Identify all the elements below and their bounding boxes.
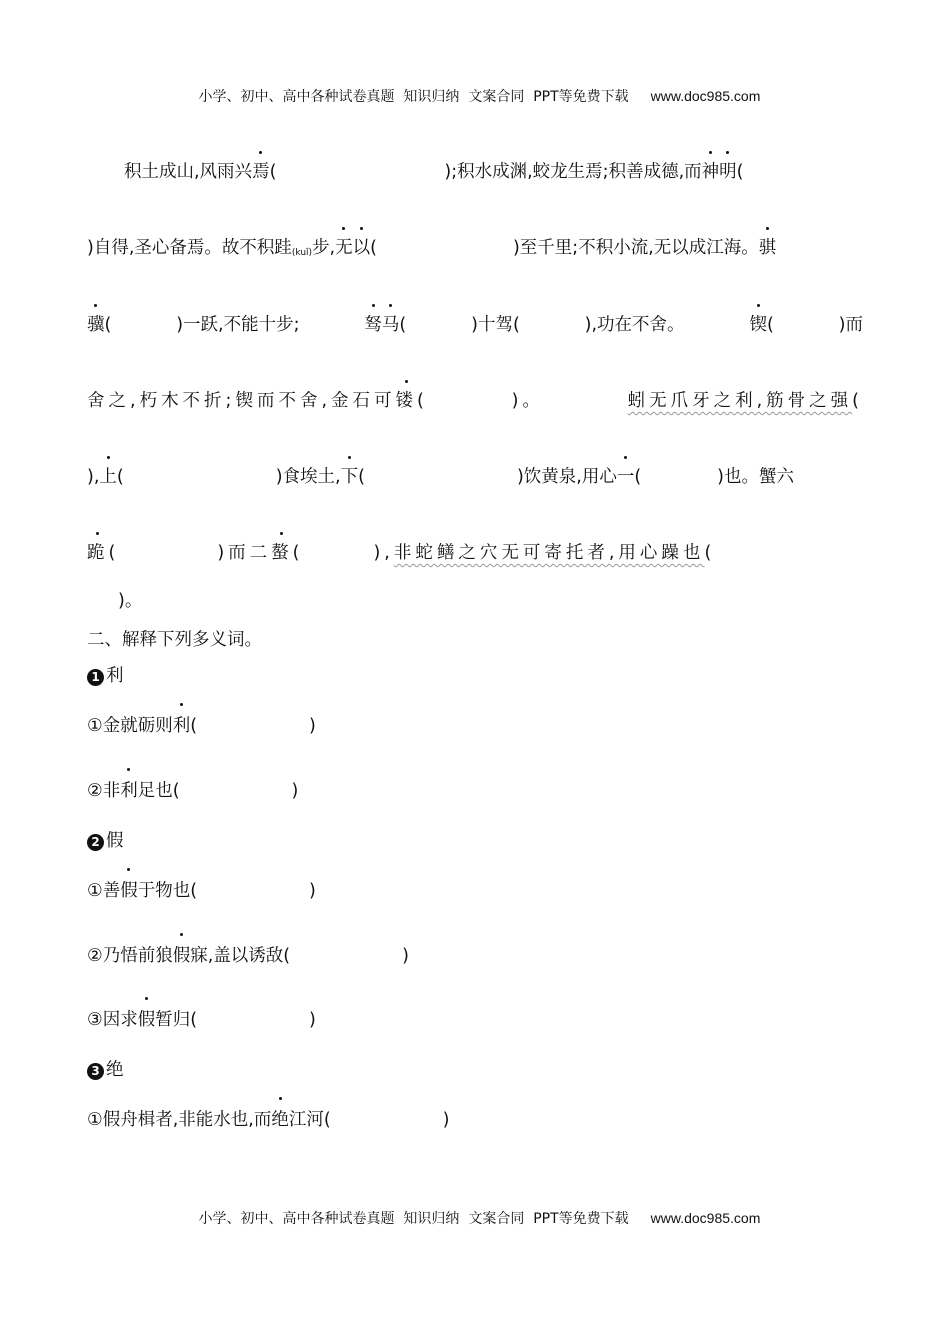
text-run: ( xyxy=(766,315,774,335)
pinyin-note: (kuǐ) xyxy=(291,248,313,258)
dotted-char: 以 xyxy=(352,238,371,258)
question-item xyxy=(87,777,298,802)
dotted-char: 一 xyxy=(616,467,635,487)
number-badge: 3 xyxy=(87,1063,104,1080)
footer-text: 小学、初中、高中各种试卷真题 知识归纳 文案合同 PPT等免费下载 xyxy=(198,1211,629,1227)
passage-line-5 xyxy=(87,465,863,489)
question-item xyxy=(87,942,409,967)
text-run: )而二 xyxy=(217,543,272,563)
text-run: ( xyxy=(634,467,642,487)
header-site: www.doc985.com xyxy=(650,88,761,104)
dotted-char: 骥 xyxy=(87,315,105,335)
text-run: ) xyxy=(309,716,316,736)
dotted-char: 利 xyxy=(120,777,138,802)
passage-line-3 xyxy=(87,313,863,337)
dotted-char: 假 xyxy=(138,1006,156,1031)
text-run: ) xyxy=(402,946,409,966)
text-run: ( xyxy=(108,543,120,563)
text-run: )饮黄泉,用心 xyxy=(516,467,617,487)
text-run: 寐,盖以诱敌( xyxy=(190,946,291,966)
dotted-char: 锲 xyxy=(749,315,767,335)
text-run: 足也( xyxy=(137,781,180,801)
wavy-underlined-text: 蚓无爪牙之利,筋骨之强 xyxy=(627,391,853,411)
text-run: ( xyxy=(292,543,304,563)
text-run: ( xyxy=(370,238,377,258)
dotted-char: 镂 xyxy=(395,391,418,411)
text-run: )至千里;不积小流,无以成江海。 xyxy=(512,238,759,258)
dotted-char: 神 xyxy=(701,162,720,182)
word-label: 假 xyxy=(106,831,124,851)
word-heading xyxy=(87,827,124,852)
question-item xyxy=(87,712,316,737)
text-run: ①金就砺则 xyxy=(87,716,173,736)
text-run: ( xyxy=(116,467,124,487)
text-run: ( xyxy=(358,467,365,487)
number-badge: 1 xyxy=(87,669,104,686)
dotted-char: 绝 xyxy=(271,1106,289,1131)
passage-line-6 xyxy=(87,541,863,565)
text-run: )食埃土, xyxy=(275,467,341,487)
text-run: ①善 xyxy=(87,881,121,901)
dotted-char: 明 xyxy=(719,162,737,182)
dotted-char: 螯 xyxy=(271,543,293,563)
dotted-char: 马 xyxy=(381,315,400,335)
footer-site: www.doc985.com xyxy=(650,1210,761,1226)
question-item xyxy=(87,1106,449,1131)
word-label: 绝 xyxy=(106,1060,124,1080)
word-label: 利 xyxy=(106,666,124,686)
text-run: ), xyxy=(373,543,394,563)
text-run: ( xyxy=(704,543,716,563)
text-run: ) xyxy=(442,1110,450,1130)
text-run: )也。蟹六 xyxy=(717,467,794,487)
word-heading xyxy=(87,662,124,687)
text-run: ②乃悟前狼 xyxy=(87,946,173,966)
text-run: )。 xyxy=(118,591,143,611)
text-run: ) xyxy=(309,881,316,901)
question-item xyxy=(87,877,316,902)
dotted-char: 假 xyxy=(120,877,138,902)
text-run: 步, xyxy=(312,238,336,258)
wavy-underlined-text: 非蛇鳝之穴无可寄托者,用心躁也 xyxy=(393,543,705,563)
dotted-char: 上 xyxy=(99,467,117,487)
text-run: )。 xyxy=(511,391,544,411)
question-item xyxy=(87,1006,316,1031)
dotted-char: 骐 xyxy=(758,238,777,258)
word-heading xyxy=(87,1056,124,1081)
text-run: 于物也( xyxy=(137,881,198,901)
page-footer xyxy=(0,1192,950,1228)
text-run: ) xyxy=(291,781,299,801)
text-run: ),功在不舍。 xyxy=(584,315,685,335)
passage-line-7 xyxy=(118,589,894,613)
text-run: ( xyxy=(269,162,277,182)
dotted-char: 利 xyxy=(173,712,191,737)
text-run: )自得,圣心备焉。故不积跬 xyxy=(87,238,292,258)
text-run: ( xyxy=(736,162,744,182)
text-run: )而 xyxy=(838,315,863,335)
text-run: ①假舟楫者,非能水也,而 xyxy=(87,1110,272,1130)
page-header xyxy=(0,70,950,106)
passage-line-2 xyxy=(87,236,863,265)
dotted-char: 无 xyxy=(335,238,353,258)
number-badge: 2 xyxy=(87,834,104,851)
dotted-char: 跪 xyxy=(87,543,109,563)
text-run: ②非 xyxy=(87,781,121,801)
text-run: 暂归( xyxy=(155,1010,198,1030)
text-run: );积水成渊,蛟龙生焉;积善成德,而 xyxy=(444,162,702,182)
section-title: 二、解释下列多义词。 xyxy=(87,630,262,650)
dotted-char: 下 xyxy=(340,467,359,487)
dotted-char: 假 xyxy=(173,942,191,967)
text-run: ( xyxy=(417,391,428,411)
text-run: 舍之,朽木不折;锲而不舍,金石可 xyxy=(87,391,396,411)
text-run: ( xyxy=(852,391,863,411)
text-run: ( xyxy=(399,315,407,335)
text-run: ( xyxy=(104,315,112,335)
dotted-char: 驽 xyxy=(364,315,382,335)
text-run: )十驾( xyxy=(471,315,520,335)
text-run: ), xyxy=(87,467,100,487)
header-text: 小学、初中、高中各种试卷真题 知识归纳 文案合同 PPT等免费下载 xyxy=(198,89,629,105)
dotted-char: 焉 xyxy=(252,162,270,182)
text-run: 江河( xyxy=(288,1110,331,1130)
text-run: 积土成山,风雨兴 xyxy=(124,162,253,182)
text-run: )一跃,不能十步; xyxy=(176,315,300,335)
text-run: ③因求 xyxy=(87,1010,138,1030)
text-run: ) xyxy=(309,1010,316,1030)
passage-line-1 xyxy=(124,160,863,184)
text-run: ( xyxy=(190,716,198,736)
passage-line-4 xyxy=(87,389,863,413)
